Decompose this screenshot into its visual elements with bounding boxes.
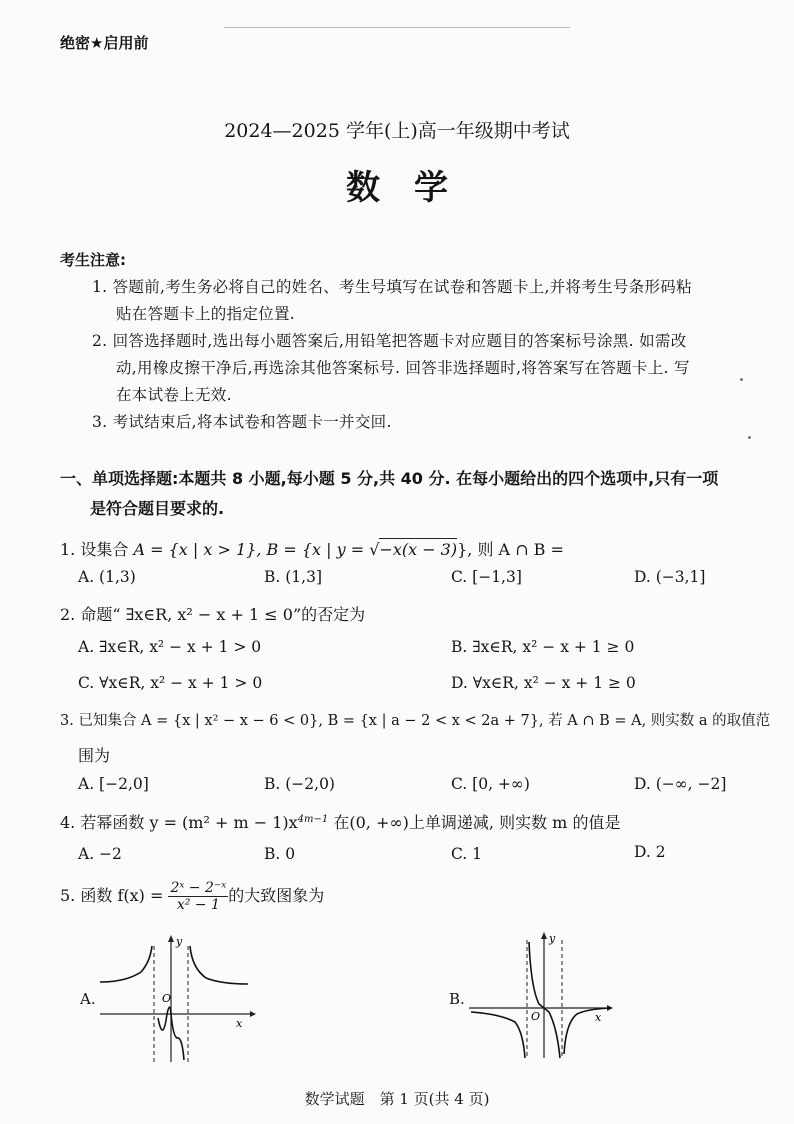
q1-set-b: , B = {x | y = xyxy=(256,540,370,559)
graph-a-origin: O xyxy=(162,992,172,1005)
question-1-stem: 1. 设集合 A = {x | x > 1}, B = {x | y = √−x(x − 3)}, 则 A ∩ B = xyxy=(60,540,564,559)
notice-line: 在本试卷上无效. xyxy=(116,386,232,404)
notice-line: 3. 考试结束后,将本试卷和答题卡一并交回. xyxy=(92,413,392,431)
question-5-stem xyxy=(60,880,324,913)
graph-a-curve-right xyxy=(190,946,248,984)
q1-suffix: }, 则 A ∩ B = xyxy=(457,540,564,559)
q1-option-b: B. (1,3] xyxy=(264,568,322,586)
q1-option-c: C. [−1,3] xyxy=(451,568,522,586)
q2-option-a: A. ∃x∈R, x² − x + 1 > 0 xyxy=(78,638,262,656)
graph-b-label: B. xyxy=(449,990,465,1008)
q1-option-a: A. (1,3) xyxy=(78,568,136,586)
q1-set-a: A = {x | x > 1} xyxy=(133,540,257,559)
question-4-stem xyxy=(60,810,620,833)
q5-numerator: 2ˣ − 2⁻ˣ xyxy=(170,880,227,896)
q3-option-d: D. (−∞, −2] xyxy=(634,775,727,793)
scan-speck xyxy=(740,378,743,381)
graph-a-curve-left xyxy=(100,946,152,982)
q4-option-c: C. 1 xyxy=(451,845,483,863)
graph-b-curve-right xyxy=(564,1008,611,1054)
top-rule xyxy=(224,27,570,28)
graph-b xyxy=(465,928,615,1063)
q5-prefix: 5. 函数 f(x) = xyxy=(60,886,169,906)
question-3-stem: 3. 已知集合 A = {x | x² − x − 6 < 0}, B = {x | a − 2 < x < 2a + 7}, 若 A ∩ B = A, 则实数 a 的取值范 xyxy=(60,713,771,729)
q5-suffix: 的大致图象为 xyxy=(228,886,325,906)
q1-option-d: D. (−3,1] xyxy=(634,568,706,586)
notice-line: 1. 答题前,考生务必将自己的姓名、考生号填写在试卷和答题卡上,并将考生号条形码粘 xyxy=(92,278,692,296)
scan-speck xyxy=(748,436,751,439)
notice-title: 考生注意: xyxy=(60,251,126,269)
q4-stem-before: 4. 若幂函数 y = (m² + m − 1)x xyxy=(60,813,298,832)
q3-option-a: A. [−2,0] xyxy=(78,775,149,793)
q4-option-d: D. 2 xyxy=(634,843,666,861)
q1-prefix: 1. 设集合 xyxy=(60,540,134,559)
question-3-stem-cont: 围为 xyxy=(78,746,111,765)
notice-line: 动,用橡皮擦干净后,再选涂其他答案标号. 回答非选择题时,将答案写在答题卡上. 写 xyxy=(116,359,690,377)
q4-option-b: B. 0 xyxy=(264,845,296,863)
graph-a-x-label: x xyxy=(236,1017,243,1030)
q2-option-d: D. ∀x∈R, x² − x + 1 ≥ 0 xyxy=(451,674,636,692)
confidential-label: 绝密★启用前 xyxy=(60,34,149,52)
arrow-icon xyxy=(168,935,174,942)
question-2-stem: 2. 命题“ ∃x∈R, x² − x + 1 ≤ 0”的否定为 xyxy=(60,605,366,624)
graph-a xyxy=(96,932,256,1067)
graph-a-y-label: y xyxy=(176,935,183,948)
q4-stem-after: 在(0, +∞)上单调递减, 则实数 m 的值是 xyxy=(328,813,621,832)
page-footer: 数学试题 第 1 页(共 4 页) xyxy=(304,1090,490,1108)
graph-b-origin: O xyxy=(531,1010,541,1023)
section-heading-cont: 是符合题目要求的. xyxy=(90,499,225,518)
graph-b-curve-left xyxy=(471,1012,525,1058)
q2-option-b: B. ∃x∈R, x² − x + 1 ≥ 0 xyxy=(451,638,635,656)
arrow-icon xyxy=(250,1011,256,1017)
q3-option-b: B. (−2,0) xyxy=(264,775,335,793)
section-heading: 一、单项选择题:本题共 8 小题,每小题 5 分,共 40 分. 在每小题给出的四个选项中,只有一项 xyxy=(60,469,719,488)
notice-line: 2. 回答选择题时,选出每小题答案后,用铅笔把答题卡对应题目的答案标号涂黑. 如需改 xyxy=(92,332,687,350)
q5-denominator: x² − 1 xyxy=(176,897,220,914)
arrow-icon xyxy=(541,932,547,939)
graph-b-y-label: y xyxy=(549,932,556,945)
q5-fraction xyxy=(168,880,228,913)
graph-a-label: A. xyxy=(80,990,96,1008)
graph-b-x-label: x xyxy=(595,1011,602,1024)
q3-option-c: C. [0, +∞) xyxy=(451,775,530,793)
notice-line: 贴在答题卡上的指定位置. xyxy=(116,305,296,323)
subject-title: 数学 xyxy=(346,168,482,208)
q4-exponent: 4m−1 xyxy=(297,814,329,825)
q1-sqrt: −x(x − 3) xyxy=(379,540,458,559)
q2-option-c: C. ∀x∈R, x² − x + 1 > 0 xyxy=(78,674,263,692)
exam-title: 2024—2025 学年(上)高一年级期中考试 xyxy=(224,120,570,142)
q4-option-a: A. −2 xyxy=(78,845,122,863)
